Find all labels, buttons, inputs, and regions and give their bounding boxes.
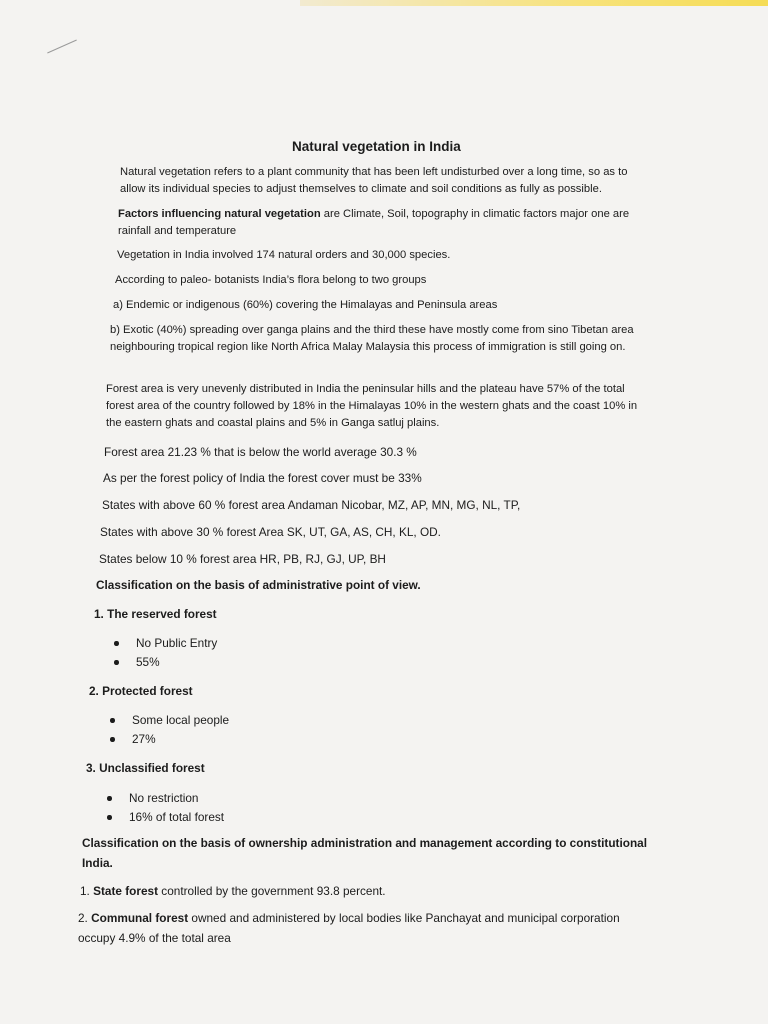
forest-policy-line: As per the forest policy of India the forest cover must be 33% [103, 471, 422, 485]
communal-forest-label: Communal forest [91, 911, 189, 925]
unclassified-forest-list [105, 789, 224, 827]
unclassified-forest-heading: 3. Unclassified forest [86, 761, 205, 775]
list-item: No restriction [105, 789, 224, 808]
page-title: Natural vegetation in India [292, 139, 461, 154]
factors-text: are Climate, Soil, topography in climatic factors major one are rainfall and temperature [118, 208, 630, 237]
ownership-item-number: 2. [78, 911, 92, 925]
ownership-item-state [80, 883, 386, 900]
reserved-forest-list [112, 634, 217, 672]
protected-forest-list [108, 711, 229, 749]
protected-forest-heading: 2. Protected forest [89, 684, 193, 698]
list-item: Some local people [108, 711, 229, 730]
group-b-paragraph: b) Exotic (40%) spreading over ganga plains and the third these have mostly come from sino Tibetan area neighbouring tropical region like North Africa Malay Malaysia this process of immigration is still going on. [110, 324, 634, 353]
species-line: Vegetation in India involved 174 natural orders and 30,000 species. [117, 249, 451, 261]
ownership-item-communal [78, 908, 650, 948]
reserved-forest-heading: 1. The reserved forest [94, 607, 217, 621]
paleo-line: According to paleo- botanists India’s flora belong to two groups [115, 274, 427, 286]
communal-forest-text: owned and administered by local bodies like Panchayat and municipal corporation occupy 4.9% of the total area [78, 911, 620, 945]
forest-distribution-paragraph: Forest area is very unevenly distributed in India the peninsular hills and the plateau have 57% of the total forest area of the country followed by 18% in the Himalayas 10% in the western ghats and the coast 10% in the eastern ghats and coastal plains and 5% in Ganga satluj plains. [106, 383, 638, 429]
ownership-item-number: 1. [80, 884, 94, 898]
states-10-line: States below 10 % forest area HR, PB, RJ, GJ, UP, BH [99, 552, 386, 566]
list-item: 27% [108, 730, 229, 749]
state-forest-text: controlled by the government 93.8 percent. [158, 884, 386, 898]
list-item: 55% [112, 653, 217, 672]
factors-paragraph [118, 206, 648, 240]
states-60-line: States with above 60 % forest area Andaman Nicobar, MZ, AP, MN, MG, NL, TP, [102, 498, 521, 512]
list-item: 16% of total forest [105, 808, 224, 827]
forest-area-line: Forest area 21.23 % that is below the world average 30.3 % [104, 445, 417, 459]
list-item: No Public Entry [112, 634, 217, 653]
ownership-heading: Classification on the basis of ownership administration and management according to constitutional India. [82, 836, 648, 870]
factors-label: Factors influencing natural vegetation [118, 208, 321, 220]
intro-paragraph: Natural vegetation refers to a plant community that has been left undisturbed over a long time, so as to allow its individual species to adjust themselves to climate and soil conditions as fully as possible. [120, 166, 628, 195]
states-30-line: States with above 30 % forest Area SK, UT, GA, AS, CH, KL, OD. [100, 525, 441, 539]
state-forest-label: State forest [93, 884, 159, 898]
admin-heading: Classification on the basis of administrative point of view. [96, 578, 421, 592]
group-a-line: a) Endemic or indigenous (60%) covering the Himalayas and Peninsula areas [113, 299, 498, 311]
